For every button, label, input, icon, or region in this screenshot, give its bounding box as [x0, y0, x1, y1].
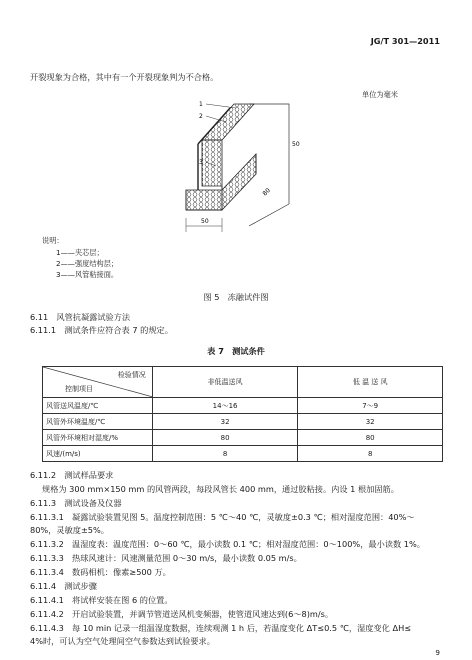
depth-dim-label: 80: [261, 187, 272, 198]
section-6-11-1: 6.11.1 测试条件应符合表 7 的规定。: [30, 325, 173, 335]
body-line: 6.11.3.4 数码相机：像素≥500 万。: [30, 567, 171, 577]
row-label: 风管送风温度/℃: [43, 398, 153, 414]
legend-item: 1——夹芯层；: [56, 248, 104, 257]
legend-item: 2——强度结构层；: [56, 259, 119, 268]
freeze-thaw-specimen-figure: [150, 92, 350, 242]
column-header: 非低温送风: [152, 367, 298, 398]
body-line: 6.11.3.3 热球风速计：风速测量范围 0～30 m/s，最小读数 0.05 m/s。: [30, 553, 302, 563]
height-dim-label: 50: [292, 141, 300, 148]
table-cell: 8: [152, 446, 298, 462]
table-cell: 32: [152, 414, 298, 430]
column-header: 低 温 送 风: [298, 367, 443, 398]
figure-caption: 图 5 冻融试件图: [203, 292, 269, 302]
section-6-11-4: 6.11.4 测试步骤: [30, 581, 97, 591]
table-row: [43, 414, 443, 430]
width-dim-label: 50: [201, 218, 209, 225]
table-row: [43, 398, 443, 414]
page-number: 9: [435, 648, 440, 657]
unit-note: 单位为毫米: [362, 90, 398, 99]
row-label: 风管外环境温度/℃: [43, 414, 153, 430]
table-title: 表 7 测试条件: [207, 346, 265, 356]
table-row: [43, 446, 443, 462]
body-line: 6.11.3.2 温湿度表：温度范围：0～60 ℃，最小读数 0.1 ℃；相对湿度范围：0～100%，最小读数 1%。: [30, 539, 425, 549]
header-control-item: 控制项目: [65, 385, 93, 393]
section-heading-6-11: 6.11 风管抗凝露试验方法: [30, 312, 131, 322]
diagonal-header-cell: [43, 367, 153, 398]
table-cell: 7～9: [298, 398, 443, 414]
header-inspection: 检验情况: [117, 371, 146, 379]
body-line: 6.11.3.1 凝露试验装置见图 5。温度控制范围：5 ℃～40 ℃，灵敏度±0.3 ℃；相对湿度范围：40%～: [30, 512, 415, 522]
table-cell: 80: [298, 430, 443, 446]
table-cell: 14～16: [152, 398, 298, 414]
table-row: [43, 430, 443, 446]
callout-1: 1: [199, 101, 203, 108]
legend-title: 说明：: [42, 236, 64, 245]
body-line: 80%，灵敏度±5%。: [30, 525, 109, 535]
table-cell: 80: [152, 430, 298, 446]
row-label: 风速/(m/s): [43, 446, 153, 462]
row-label: 风管外环境相对湿度/%: [43, 430, 153, 446]
table-header-row: [43, 367, 443, 398]
legend-item: 3——风管粘接面。: [56, 270, 119, 279]
body-line: 4%时，可认为空气处理间空气参数达到试验要求。: [30, 636, 215, 646]
section-6-11-2: 6.11.2 测试样品要求: [30, 470, 114, 480]
body-line: 6.11.4.2 开启试验装置，并调节管道送风机变频器，使管道风速达到(6～8)m/s。: [30, 609, 334, 619]
standard-code: JG/T 301—2011: [370, 36, 440, 46]
table-cell: 32: [298, 414, 443, 430]
callout-2: 2: [199, 113, 203, 120]
body-line: 规格为 300 mm×150 mm 的风管两段，每段风管长 400 mm，通过胶粘接。内设 1 根加固筋。: [42, 484, 399, 494]
table-cell: 8: [298, 446, 443, 462]
callout-3: 3: [199, 159, 203, 166]
body-line: 6.11.4.1 将试样安装在图 6 的位置。: [30, 595, 173, 605]
intro-paragraph: 开裂现象为合格，其中有一个开裂现象判为不合格。: [30, 72, 219, 82]
section-6-11-3: 6.11.3 测试设备及仪器: [30, 498, 122, 508]
test-conditions-table: [42, 366, 443, 462]
body-line: 6.11.4.3 每 10 min 记录一组温湿度数据，连续观测 1 h 后，若温度变化 ΔT≤0.5 ℃，湿度变化 ΔH≤: [30, 623, 412, 633]
